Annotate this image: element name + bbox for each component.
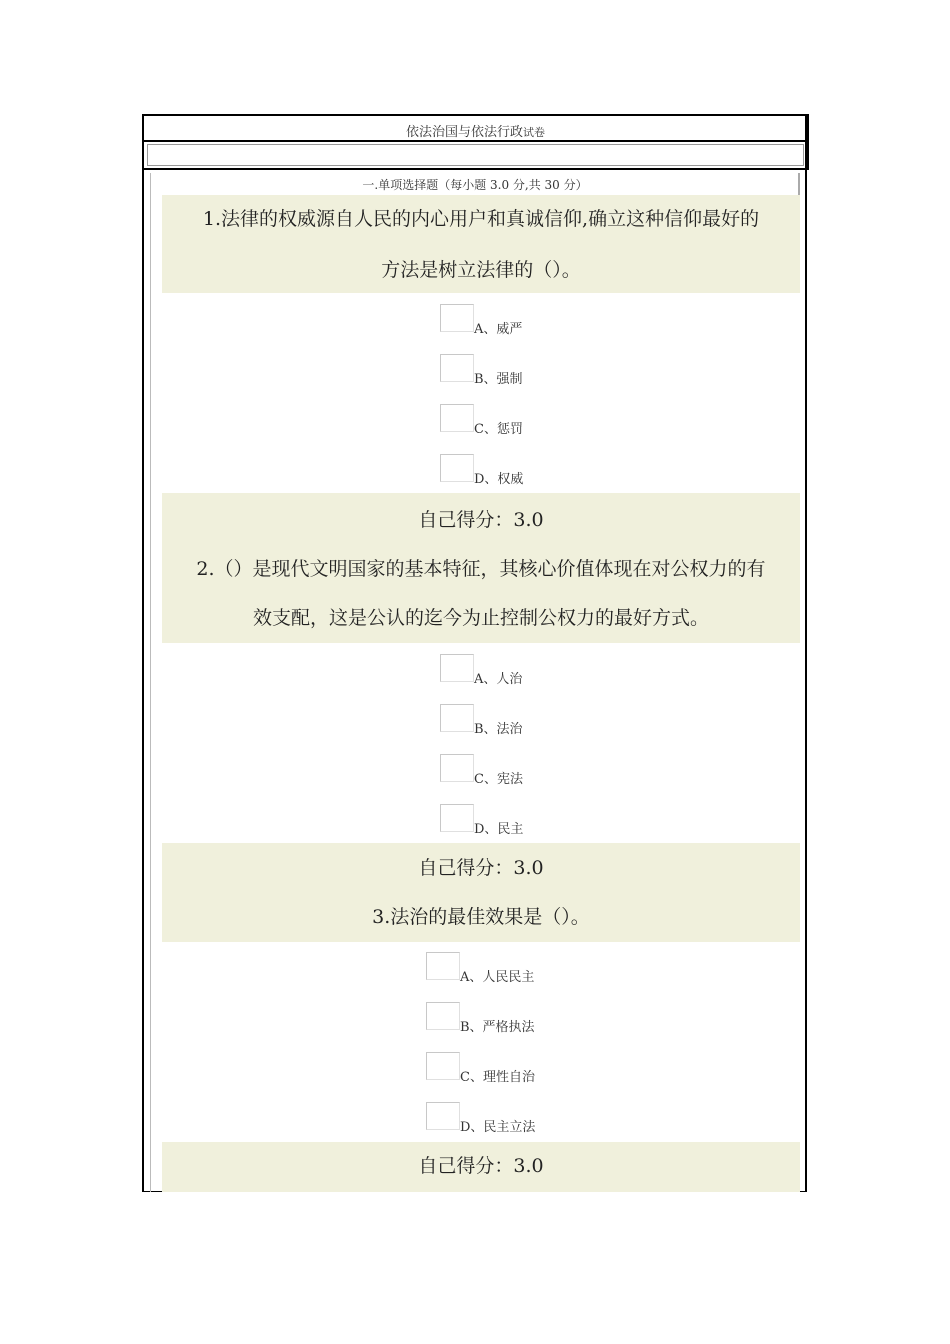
question-3-score-band — [162, 1142, 800, 1192]
exam-title — [144, 121, 807, 140]
question-3-text — [162, 843, 800, 942]
question-2-score: 自己得分：3.0 — [418, 857, 544, 879]
checkbox[interactable] — [440, 354, 474, 382]
question-1-score: 自己得分：3.0 — [418, 509, 544, 531]
option-label: D、权威 — [474, 472, 524, 487]
checkbox[interactable] — [440, 304, 474, 332]
option-label: C、惩罚 — [474, 422, 523, 437]
exam-title-main: 依法治国与依法行政 — [405, 125, 523, 140]
option-label: C、理性自治 — [460, 1070, 535, 1085]
question-1-line-1: 1.法律的权威源自人民的内心用户和真诚信仰,确立这种信仰最好的 — [202, 208, 760, 230]
checkbox[interactable] — [426, 1102, 460, 1130]
checkbox[interactable] — [440, 704, 474, 732]
exam-blank-row — [142, 142, 809, 170]
checkbox[interactable] — [426, 1002, 460, 1030]
option-label: D、民主 — [474, 822, 524, 837]
checkbox[interactable] — [440, 404, 474, 432]
question-3-score: 自己得分：3.0 — [418, 1155, 544, 1177]
option-label: B、严格执法 — [460, 1020, 535, 1035]
exam-title-suffix: 试卷 — [523, 126, 545, 139]
option-label: B、强制 — [474, 372, 523, 387]
question-2-line-2: 效支配，这是公认的迄今为止控制公权力的最好方式。 — [252, 607, 709, 629]
blank-cell — [147, 144, 804, 166]
section-heading: 一.单项选择题（每小题 3.0 分,共 30 分） — [362, 178, 588, 192]
question-2-line-1: 2.（）是现代文明国家的基本特征，其核心价值体现在对公权力的有 — [196, 558, 766, 580]
checkbox[interactable] — [426, 1052, 460, 1080]
checkbox[interactable] — [440, 454, 474, 482]
checkbox[interactable] — [426, 952, 460, 980]
option-label: D、民主立法 — [460, 1120, 536, 1135]
option-label: A、人民民主 — [460, 970, 535, 985]
option-label: A、威严 — [474, 322, 523, 337]
exam-title-row — [142, 114, 809, 142]
question-1-options — [162, 293, 800, 493]
question-2-options — [162, 643, 800, 843]
checkbox[interactable] — [440, 754, 474, 782]
option-label: C、宪法 — [474, 772, 523, 787]
checkbox[interactable] — [440, 654, 474, 682]
question-2-text — [162, 493, 800, 643]
question-3-line-1: 3.法治的最佳效果是（）。 — [372, 906, 590, 928]
option-label: A、人治 — [474, 672, 523, 687]
checkbox[interactable] — [440, 804, 474, 832]
question-1-text — [162, 195, 800, 293]
option-label: B、法治 — [474, 722, 523, 737]
question-3-options — [162, 942, 800, 1142]
question-1-line-2: 方法是树立法律的（）。 — [381, 259, 581, 281]
